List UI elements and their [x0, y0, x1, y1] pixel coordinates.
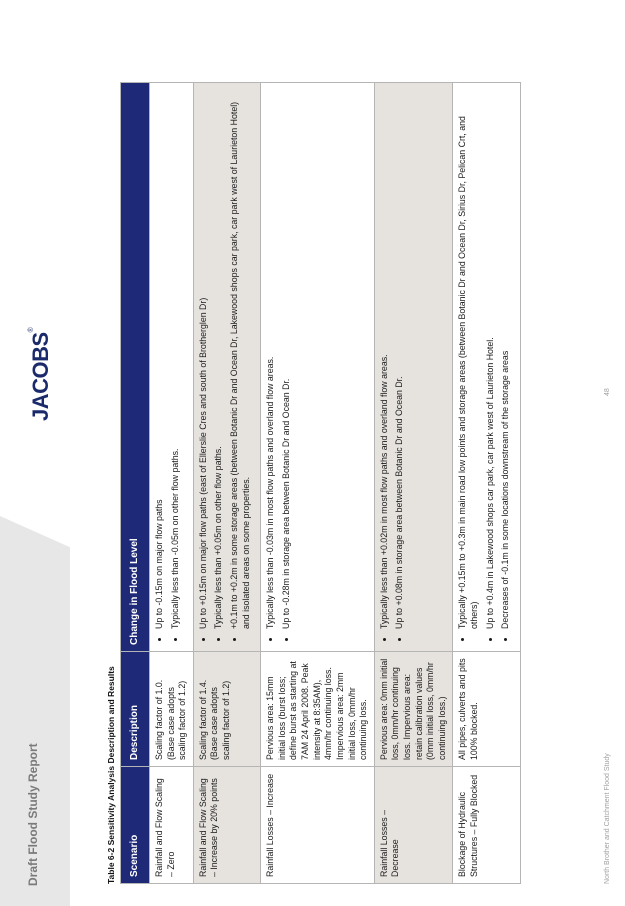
change-item: • Up to -0.28m in storage area between Botanic Dr and Ocean Dr. — [281, 89, 293, 629]
scenario-cell: Rainfall Losses – Decrease — [374, 767, 453, 884]
change-cell — [374, 83, 453, 652]
description-cell: Pervious area: 15mm initial loss (burst loss; define burst as starting at 7AM 24 April 2008. Peak intensity at 8:35AM), 4mm/hr continuing loss. Impervious area: 2mm initial loss, 0mm/hr continuing loss. — [261, 652, 374, 767]
logo-text: JACOBS — [28, 332, 53, 421]
report-title: Draft Flood Study Report — [26, 743, 40, 886]
table-header-row — [121, 83, 150, 884]
jacobs-logo — [28, 328, 54, 421]
page-number: 48 — [604, 388, 611, 396]
page-footer: North Brother and Catchment Flood Study — [604, 753, 611, 884]
change-list — [457, 89, 511, 645]
change-item: • Up to +0.15m on major flow paths (east of Ellerslie Cres and south of Brotherglen Dr) — [198, 89, 210, 629]
change-cell — [453, 83, 520, 652]
column-header-scenario: Scenario — [121, 767, 150, 884]
table-row — [193, 83, 260, 884]
change-cell — [150, 83, 194, 652]
description-cell: All pipes, culverts and pits 100% blocked. — [453, 652, 520, 767]
change-item: • Typically less than +0.02m in most flow paths and overland flow areas. — [379, 89, 391, 629]
column-header-description: Description — [121, 652, 150, 767]
change-item: • Decreases of -0.1m in some locations downstream of the storage areas — [500, 89, 512, 629]
change-cell — [193, 83, 260, 652]
scenario-cell: Rainfall and Flow Scaling – Increase by 20% points — [193, 767, 260, 884]
page-header — [0, 0, 70, 906]
change-item: • Up to +0.08m in storage area between Botanic Dr and Ocean Dr. — [394, 89, 406, 629]
change-list — [198, 89, 252, 645]
change-item: • Up to +0.4m in Lakewood shops car park, car park west of Laurieton Hotel. — [485, 89, 497, 629]
column-header-change: Change in Flood Level — [121, 83, 150, 652]
table-row — [374, 83, 453, 884]
scenario-cell: Blockage of Hydraulic Structures – Fully Blocked — [453, 767, 520, 884]
description-cell: Pervious area: 0mm initial loss, 0mm/hr continuing loss. Impervious area: retain calibration values (0mm initial loss, 0mm/hr continuing loss.) — [374, 652, 453, 767]
description-cell: Scaling factor of 1.0. (Base case adopts scaling factor of 1.2) — [150, 652, 194, 767]
table-row — [261, 83, 374, 884]
description-cell: Scaling factor of 1.4. (Base case adopts scaling factor of 1.2) — [193, 652, 260, 767]
change-item: • Up to -0.15m on major flow paths — [154, 89, 166, 629]
table-row — [150, 83, 194, 884]
change-cell — [261, 83, 374, 652]
change-item: • Typically +0.15m to +0.3m in main road low points and storage areas (between Botanic Dr and Ocean Dr, Sirius Dr, Pelican Crt, and others) — [457, 89, 480, 629]
sensitivity-table — [120, 82, 521, 884]
logo-registered-mark: ® — [28, 327, 35, 333]
table-row — [453, 83, 520, 884]
change-item: • +0.1m to +0.2m in some storage areas (between Botanic Dr and Ocean Dr, Lakewood shops car park, car park west of Laurieton Hotel) and isolated areas on some properties. — [229, 89, 252, 629]
change-list — [154, 89, 181, 645]
scenario-cell: Rainfall Losses – Increase — [261, 767, 374, 884]
change-item: • Typically less than +0.05m on other flow paths. — [213, 89, 225, 629]
scenario-cell: Rainfall and Flow Scaling – Zero — [150, 767, 194, 884]
table-caption: Table 6-2 Sensitivity Analysis Description and Results — [106, 666, 116, 884]
change-list — [265, 89, 292, 645]
change-item: • Typically less than -0.03m in most flow paths and overland flow areas. — [265, 89, 277, 629]
change-item: • Typically less than -0.05m on other flow paths. — [170, 89, 182, 629]
change-list — [379, 89, 406, 645]
